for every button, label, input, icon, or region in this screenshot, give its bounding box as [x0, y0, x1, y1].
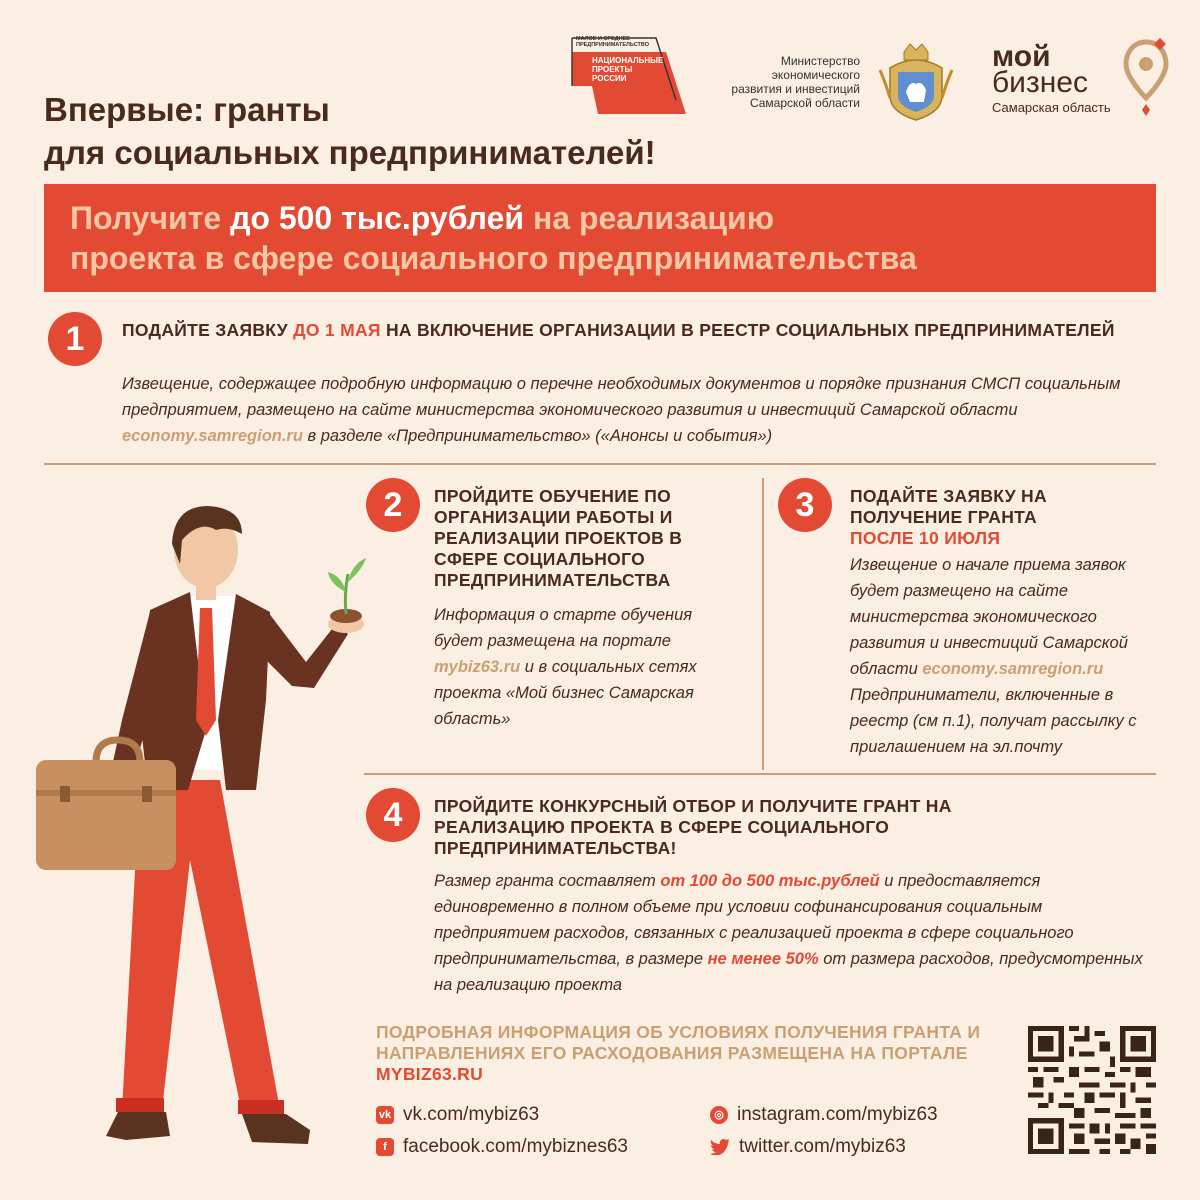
vk-icon: vk [376, 1106, 394, 1124]
mybiz-site-link[interactable]: mybiz63.ru [434, 658, 521, 676]
qr-code[interactable] [1028, 1026, 1156, 1159]
grant-range: от 100 до 500 тыс.рублей [660, 872, 880, 890]
title-line: для социальных предпринимателей! [44, 134, 656, 171]
divider [762, 478, 764, 770]
qr-code-icon [1028, 1026, 1156, 1154]
grant-banner [44, 184, 1156, 292]
step-1-heading [122, 320, 1122, 341]
step-3-deadline: ПОСЛЕ 10 ИЮЛЯ [850, 528, 1001, 548]
banner-amount: до 500 тыс.рублей [230, 200, 525, 236]
twitter-link[interactable] [710, 1136, 906, 1158]
step-heading-part: ПОДАЙТЕ ЗАЯВКУ [122, 320, 294, 340]
step-3-heading [850, 486, 1140, 549]
my-business-logo [992, 40, 1111, 115]
divider [44, 463, 1156, 465]
step-body-part: Предприниматели, включенные в реестр (см п.1), получат рассылку с приглашением на эл.почту [850, 686, 1137, 756]
step-2-heading: ПРОЙДИТЕ ОБУЧЕНИЕ ПО ОРГАНИЗАЦИИ РАБОТЫ И РЕАЛИЗАЦИИ ПРОЕКТОВ В СФЕРЕ СОЦИАЛЬНОГО ПРЕДПРИНИМАТЕЛЬСТВА [434, 486, 683, 590]
economy-site-link[interactable]: economy.samregion.ru [122, 427, 303, 445]
vk-url[interactable]: vk.com/mybiz63 [403, 1104, 540, 1125]
vk-link[interactable] [376, 1104, 539, 1126]
economy-site-link[interactable]: economy.samregion.ru [922, 660, 1104, 678]
facebook-link[interactable] [376, 1136, 628, 1158]
step-body-part: и предоставляется единовременно в полном объеме при условии софинансирования социальным предприятием расходов, связанных с реализацией проекта в сфере социального предпринимательства, в размере [434, 872, 1074, 968]
np-small-caption: МАЛОЕ И СРЕДНЕЕ ПРЕДПРИНИМАТЕЛЬСТВО [576, 36, 649, 48]
map-pin-logo-icon [1122, 34, 1174, 123]
page-title [44, 88, 764, 174]
step-2-body [434, 602, 734, 732]
step-1-number: 1 [48, 312, 102, 366]
facebook-url[interactable]: facebook.com/mybiznes63 [403, 1136, 628, 1157]
instagram-icon: ◎ [710, 1106, 728, 1124]
step-body-part: Извещение, содержащее подробную информацию о перечне необходимых документов и порядке признания СМСП социальным предприятием, размещено на сайте министерства экономического развития и инвестиций Самарской области [122, 375, 1121, 419]
step-body-part: Размер гранта составляет [434, 872, 661, 890]
mb-word-2: бизнес [992, 66, 1088, 99]
banner-text [70, 198, 1150, 278]
ministry-line: Министерство [780, 54, 860, 68]
mb-region: Самарская область [992, 100, 1111, 115]
step-heading-part: ПОДАЙТЕ ЗАЯВКУ НА ПОЛУЧЕНИЕ ГРАНТА [850, 486, 1047, 527]
facebook-icon: f [376, 1138, 394, 1156]
cofinancing-share: не менее 50% [707, 950, 819, 968]
step-heading-part: НА ВКЛЮЧЕНИЕ ОРГАНИЗАЦИИ В РЕЕСТР СОЦИАЛЬНЫХ ПРЕДПРИНИМАТЕЛЕЙ [380, 320, 1115, 340]
info-text: ПОДРОБНАЯ ИНФОРМАЦИЯ ОБ УСЛОВИЯХ ПОЛУЧЕНИЯ ГРАНТА И НАПРАВЛЕНИЯХ ЕГО РАСХОДОВАНИЯ РАЗМЕЩЕНА НА ПОРТАЛЕ [376, 1022, 981, 1063]
step-1-deadline: ДО 1 МАЯ [293, 320, 381, 340]
step-2-number: 2 [366, 478, 420, 532]
mb-word-1: мой [992, 40, 1051, 73]
banner-part: Получите [70, 200, 231, 236]
step-body-part: в разделе «Предпринимательство» («Анонсы и события») [302, 427, 773, 445]
instagram-link[interactable] [710, 1104, 938, 1126]
businessman-illustration [30, 500, 370, 1165]
ministry-line: экономического [771, 68, 860, 82]
step-4-number: 4 [366, 788, 420, 842]
step-4-body [434, 868, 1144, 998]
np-main-caption: НАЦИОНАЛЬНЫЕ ПРОЕКТЫ РОССИИ [592, 56, 664, 83]
banner-part: на реализацию [524, 200, 775, 236]
twitter-icon [710, 1139, 730, 1155]
step-body-part: и в социальных сетях проекта «Мой бизнес Самарская область» [434, 658, 697, 728]
ministry-line: Самарской области [749, 96, 860, 110]
title-line: Впервые: гранты [44, 91, 330, 128]
samara-coat-of-arms-icon [876, 40, 956, 127]
portal-link[interactable]: MYBIZ63.RU [376, 1064, 484, 1084]
info-block [376, 1022, 996, 1085]
step-4-heading: ПРОЙДИТЕ КОНКУРСНЫЙ ОТБОР И ПОЛУЧИТЕ ГРАНТ НА РЕАЛИЗАЦИЮ ПРОЕКТА В СФЕРЕ СОЦИАЛЬНОГО ПРЕДПРИНИМАТЕЛЬСТВА! [434, 796, 952, 858]
twitter-url[interactable]: twitter.com/mybiz63 [739, 1136, 906, 1157]
step-body-part: от размера расходов, предусмотренных на реализацию проекта [434, 950, 1143, 994]
ministry-line: развития и инвестиций [731, 82, 860, 96]
banner-part: проекта в сфере социального предпринимательства [70, 240, 917, 276]
divider [364, 773, 1156, 775]
businessman-with-sprout-icon [30, 500, 370, 1160]
step-body-part: Извещение о начале приема заявок будет размещено на сайте министерства экономического развития и инвестиций Самарской области [850, 556, 1128, 678]
step-3-number: 3 [778, 478, 832, 532]
instagram-url[interactable]: instagram.com/mybiz63 [737, 1104, 938, 1125]
step-3-body [850, 552, 1168, 760]
step-1-body [122, 371, 1132, 449]
step-body-part: Информация о старте обучения будет размещена на портале [434, 606, 693, 650]
